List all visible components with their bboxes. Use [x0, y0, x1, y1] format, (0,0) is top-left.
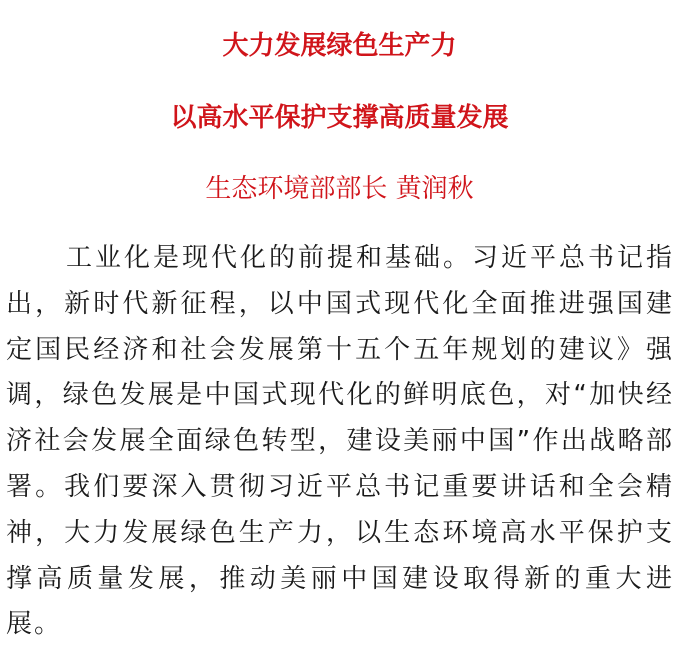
article-title-line-1: 大力发展绿色生产力 — [222, 31, 457, 61]
article-body-paragraph: 工业化是现代化的前提和基础。习近平总书记指出，新时代新征程，以中国式现代化全面推进强国建定国民经济和社会发展第十五个五年规划的建议》强调，绿色发展是中国式现代化的鲜明底色，对“加快经济社会发展全面绿色转型，建设美丽中国”作出战略部署。我们要深入贯彻习近平总书记重要讲话和全会精神，大力发展绿色生产力，以生态环境高水平保护支撑高质量发展，推动美丽中国建设取得新的重大进展。 — [6, 243, 674, 640]
article-author-byline: 生态环境部部长 黄润秋 — [205, 174, 474, 204]
article-title-line-2: 以高水平保护支撑高质量发展 — [170, 103, 509, 133]
